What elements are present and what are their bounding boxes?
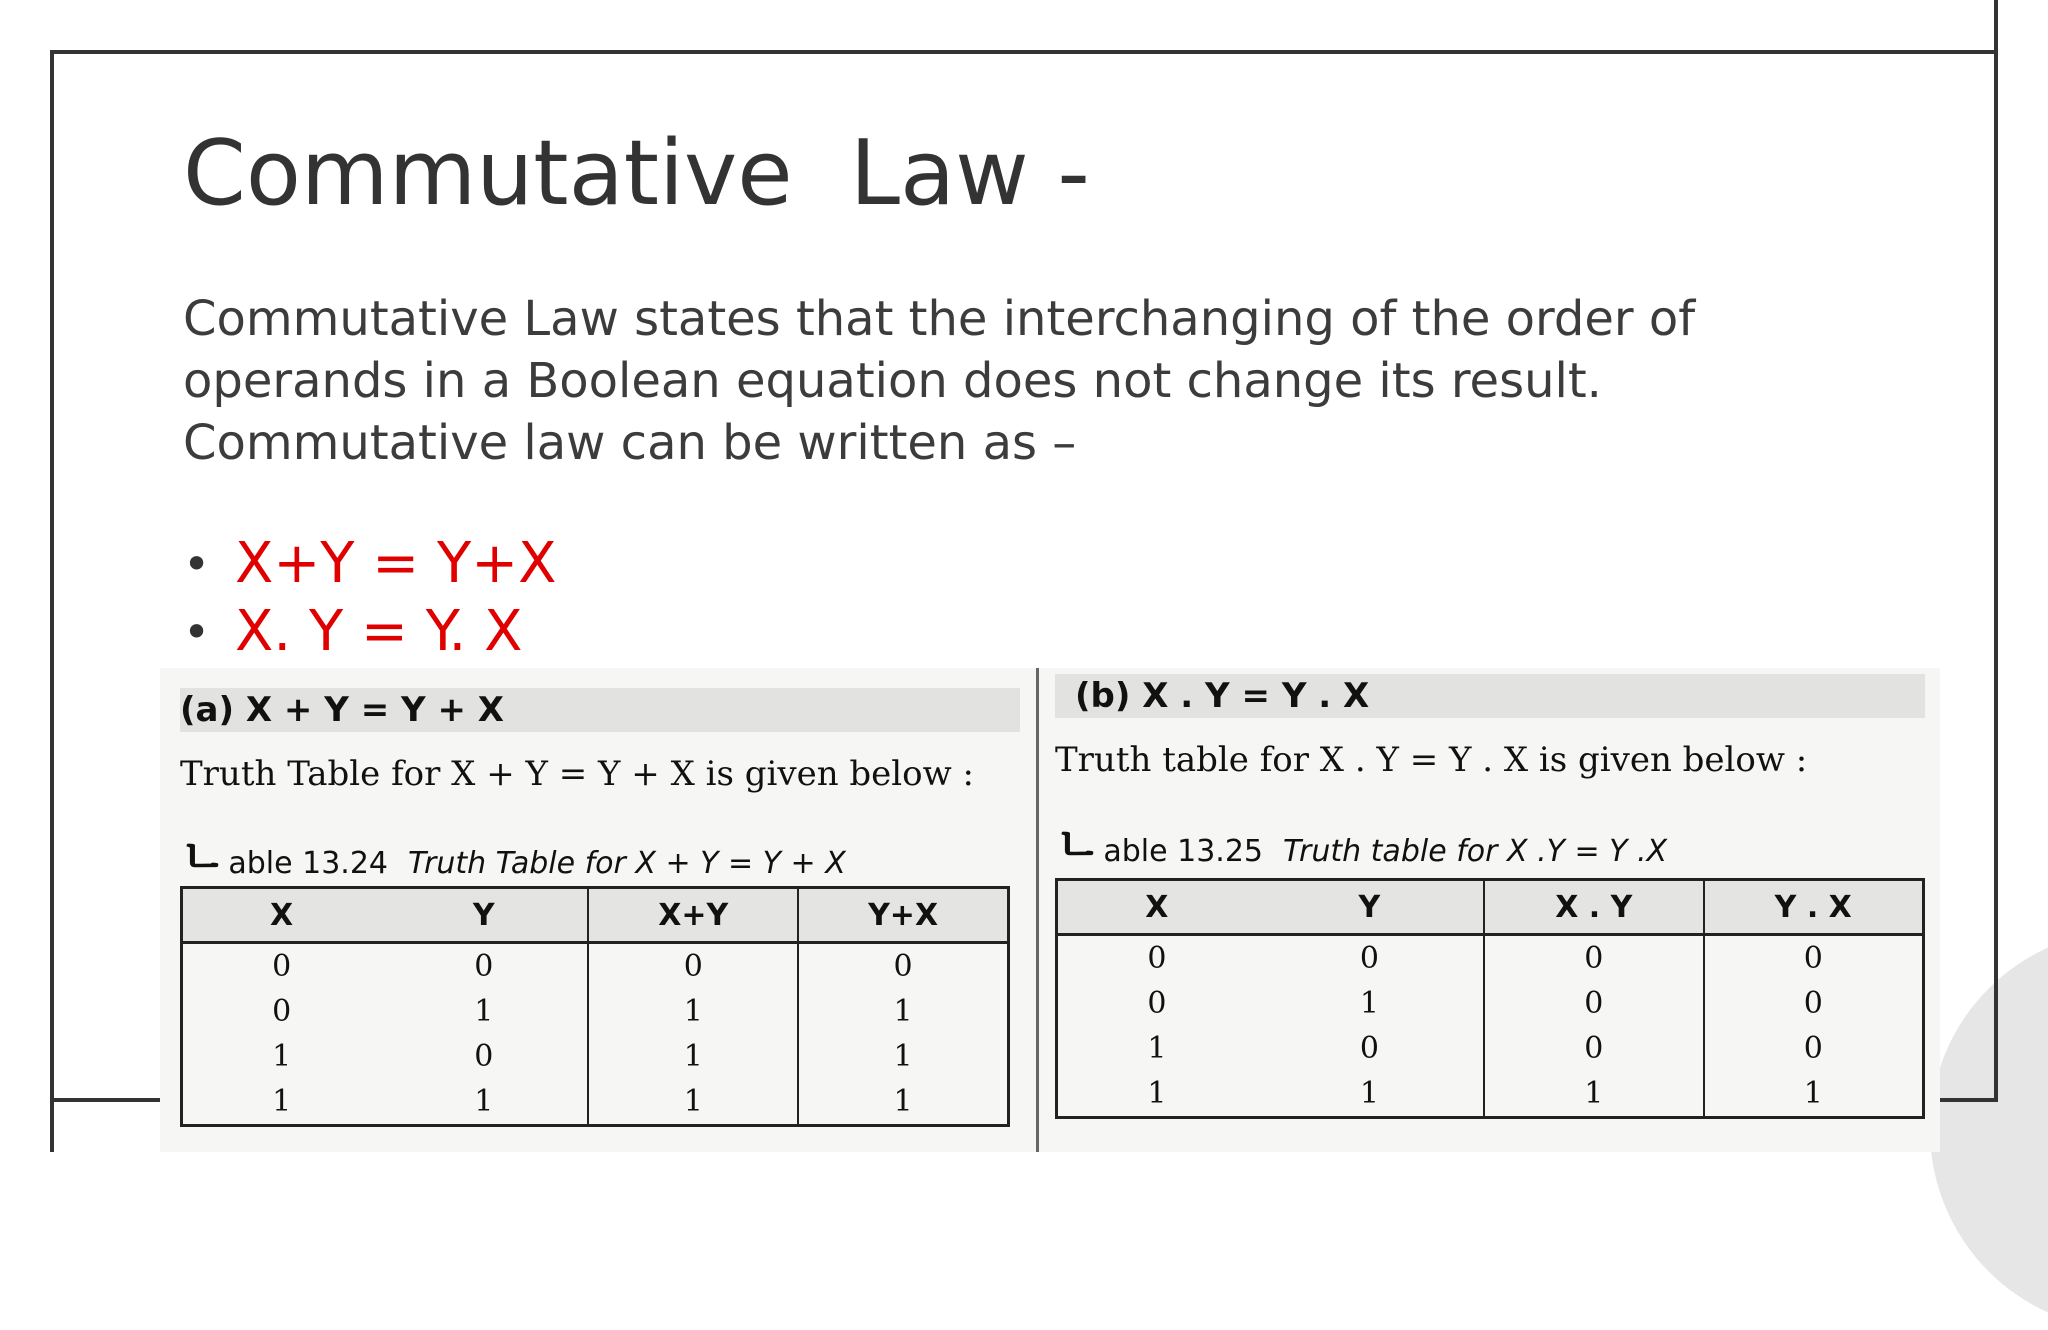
- table-header-row: [1057, 880, 1924, 935]
- frame-line-left-lower: [50, 1098, 54, 1152]
- header-cell: Y: [1256, 880, 1484, 935]
- table-cell: 1: [1057, 1071, 1256, 1118]
- body-line: Commutative law can be written as –: [183, 415, 1077, 471]
- table-cell: 1: [1704, 1071, 1924, 1118]
- panel-b: [1055, 668, 1925, 1152]
- body-line: Commutative Law states that the interchanging of the order of: [183, 291, 1696, 347]
- table-row: [182, 1034, 1009, 1079]
- table-row: [1057, 935, 1924, 982]
- body-line: operands in a Boolean equation does not change its result.: [183, 353, 1602, 409]
- table-cell: 1: [182, 1034, 381, 1079]
- table-cell: 1: [1484, 1071, 1703, 1118]
- table-row: [1057, 981, 1924, 1026]
- table-cell: 0: [1256, 1026, 1484, 1071]
- table-cell: 0: [1484, 981, 1703, 1026]
- table-row: [1057, 1026, 1924, 1071]
- table-cell: 0: [1256, 935, 1484, 982]
- table-cell: 0: [380, 1034, 588, 1079]
- table-cell: 1: [588, 989, 798, 1034]
- frame-line-bottom-left: [50, 1098, 170, 1102]
- body-paragraph: [183, 288, 1743, 474]
- bullet-text: X. Y = Y. X: [235, 599, 523, 664]
- caption-hook-icon: ㄴ: [180, 829, 227, 885]
- frame-line-top: [50, 50, 1998, 54]
- panel-intro: Truth table for X . Y = Y . X is given below :: [1055, 740, 1808, 780]
- panel-heading: (b) X . Y = Y . X: [1075, 676, 1370, 716]
- frame-line-right: [1994, 0, 1998, 1100]
- caption-title: Truth Table for X + Y = Y + X: [408, 846, 846, 881]
- caption-label: able 13.25: [1103, 834, 1264, 869]
- table-cell: 0: [1484, 935, 1703, 982]
- frame-line-left: [50, 50, 54, 1100]
- bullet-dot-icon: •: [183, 537, 211, 591]
- bullet-item: [183, 530, 557, 598]
- bullet-dot-icon: •: [183, 605, 211, 659]
- panel-a: [180, 668, 1020, 1152]
- table-row: [182, 1079, 1009, 1126]
- header-cell: Y+X: [798, 888, 1008, 943]
- header-cell: X+Y: [588, 888, 798, 943]
- panel-heading: (a) X + Y = Y + X: [180, 690, 505, 730]
- table-cell: 0: [1484, 1026, 1703, 1071]
- bullet-list: [183, 530, 557, 666]
- caption-title: Truth table for X .Y = Y .X: [1283, 834, 1668, 869]
- table-row: [1057, 1071, 1924, 1118]
- slide-title: Commutative Law -: [183, 121, 1090, 226]
- table-cell: 1: [798, 989, 1008, 1034]
- table-cell: 0: [1057, 935, 1256, 982]
- caption-hook-icon: ㄴ: [1055, 817, 1102, 873]
- frame-line-bottom-right: [1940, 1098, 1998, 1102]
- column-divider: [1036, 668, 1039, 1152]
- table-cell: 0: [1704, 981, 1924, 1026]
- table-cell: 0: [798, 943, 1008, 990]
- table-cell: 0: [588, 943, 798, 990]
- bullet-item: [183, 598, 557, 666]
- truth-table: [180, 886, 1010, 1127]
- panel-intro: Truth Table for X + Y = Y + X is given below :: [180, 754, 975, 794]
- header-cell: Y: [380, 888, 588, 943]
- table-cell: 0: [380, 943, 588, 990]
- caption-label: able 13.24: [228, 846, 389, 881]
- table-cell: 0: [182, 943, 381, 990]
- table-cell: 1: [798, 1034, 1008, 1079]
- table-cell: 1: [798, 1079, 1008, 1126]
- header-cell: X . Y: [1484, 880, 1703, 935]
- scanned-truth-tables: [160, 668, 1940, 1152]
- table-cell: 0: [1704, 935, 1924, 982]
- table-header-row: [182, 888, 1009, 943]
- decorative-circle: [1930, 930, 2048, 1330]
- table-cell: 1: [1256, 1071, 1484, 1118]
- table-cell: 1: [380, 1079, 588, 1126]
- table-cell: 1: [1057, 1026, 1256, 1071]
- table-cell: 1: [588, 1034, 798, 1079]
- table-cell: 1: [380, 989, 588, 1034]
- table-caption: [1055, 806, 1667, 875]
- table-cell: 1: [588, 1079, 798, 1126]
- table-cell: 1: [182, 1079, 381, 1126]
- header-cell: X: [182, 888, 381, 943]
- header-cell: Y . X: [1704, 880, 1924, 935]
- table-cell: 0: [1704, 1026, 1924, 1071]
- table-caption: [180, 818, 846, 887]
- header-cell: X: [1057, 880, 1256, 935]
- table-cell: 0: [182, 989, 381, 1034]
- table-row: [182, 943, 1009, 990]
- table-cell: 1: [1256, 981, 1484, 1026]
- bullet-text: X+Y = Y+X: [235, 531, 557, 596]
- truth-table: [1055, 878, 1925, 1119]
- table-row: [182, 989, 1009, 1034]
- table-cell: 0: [1057, 981, 1256, 1026]
